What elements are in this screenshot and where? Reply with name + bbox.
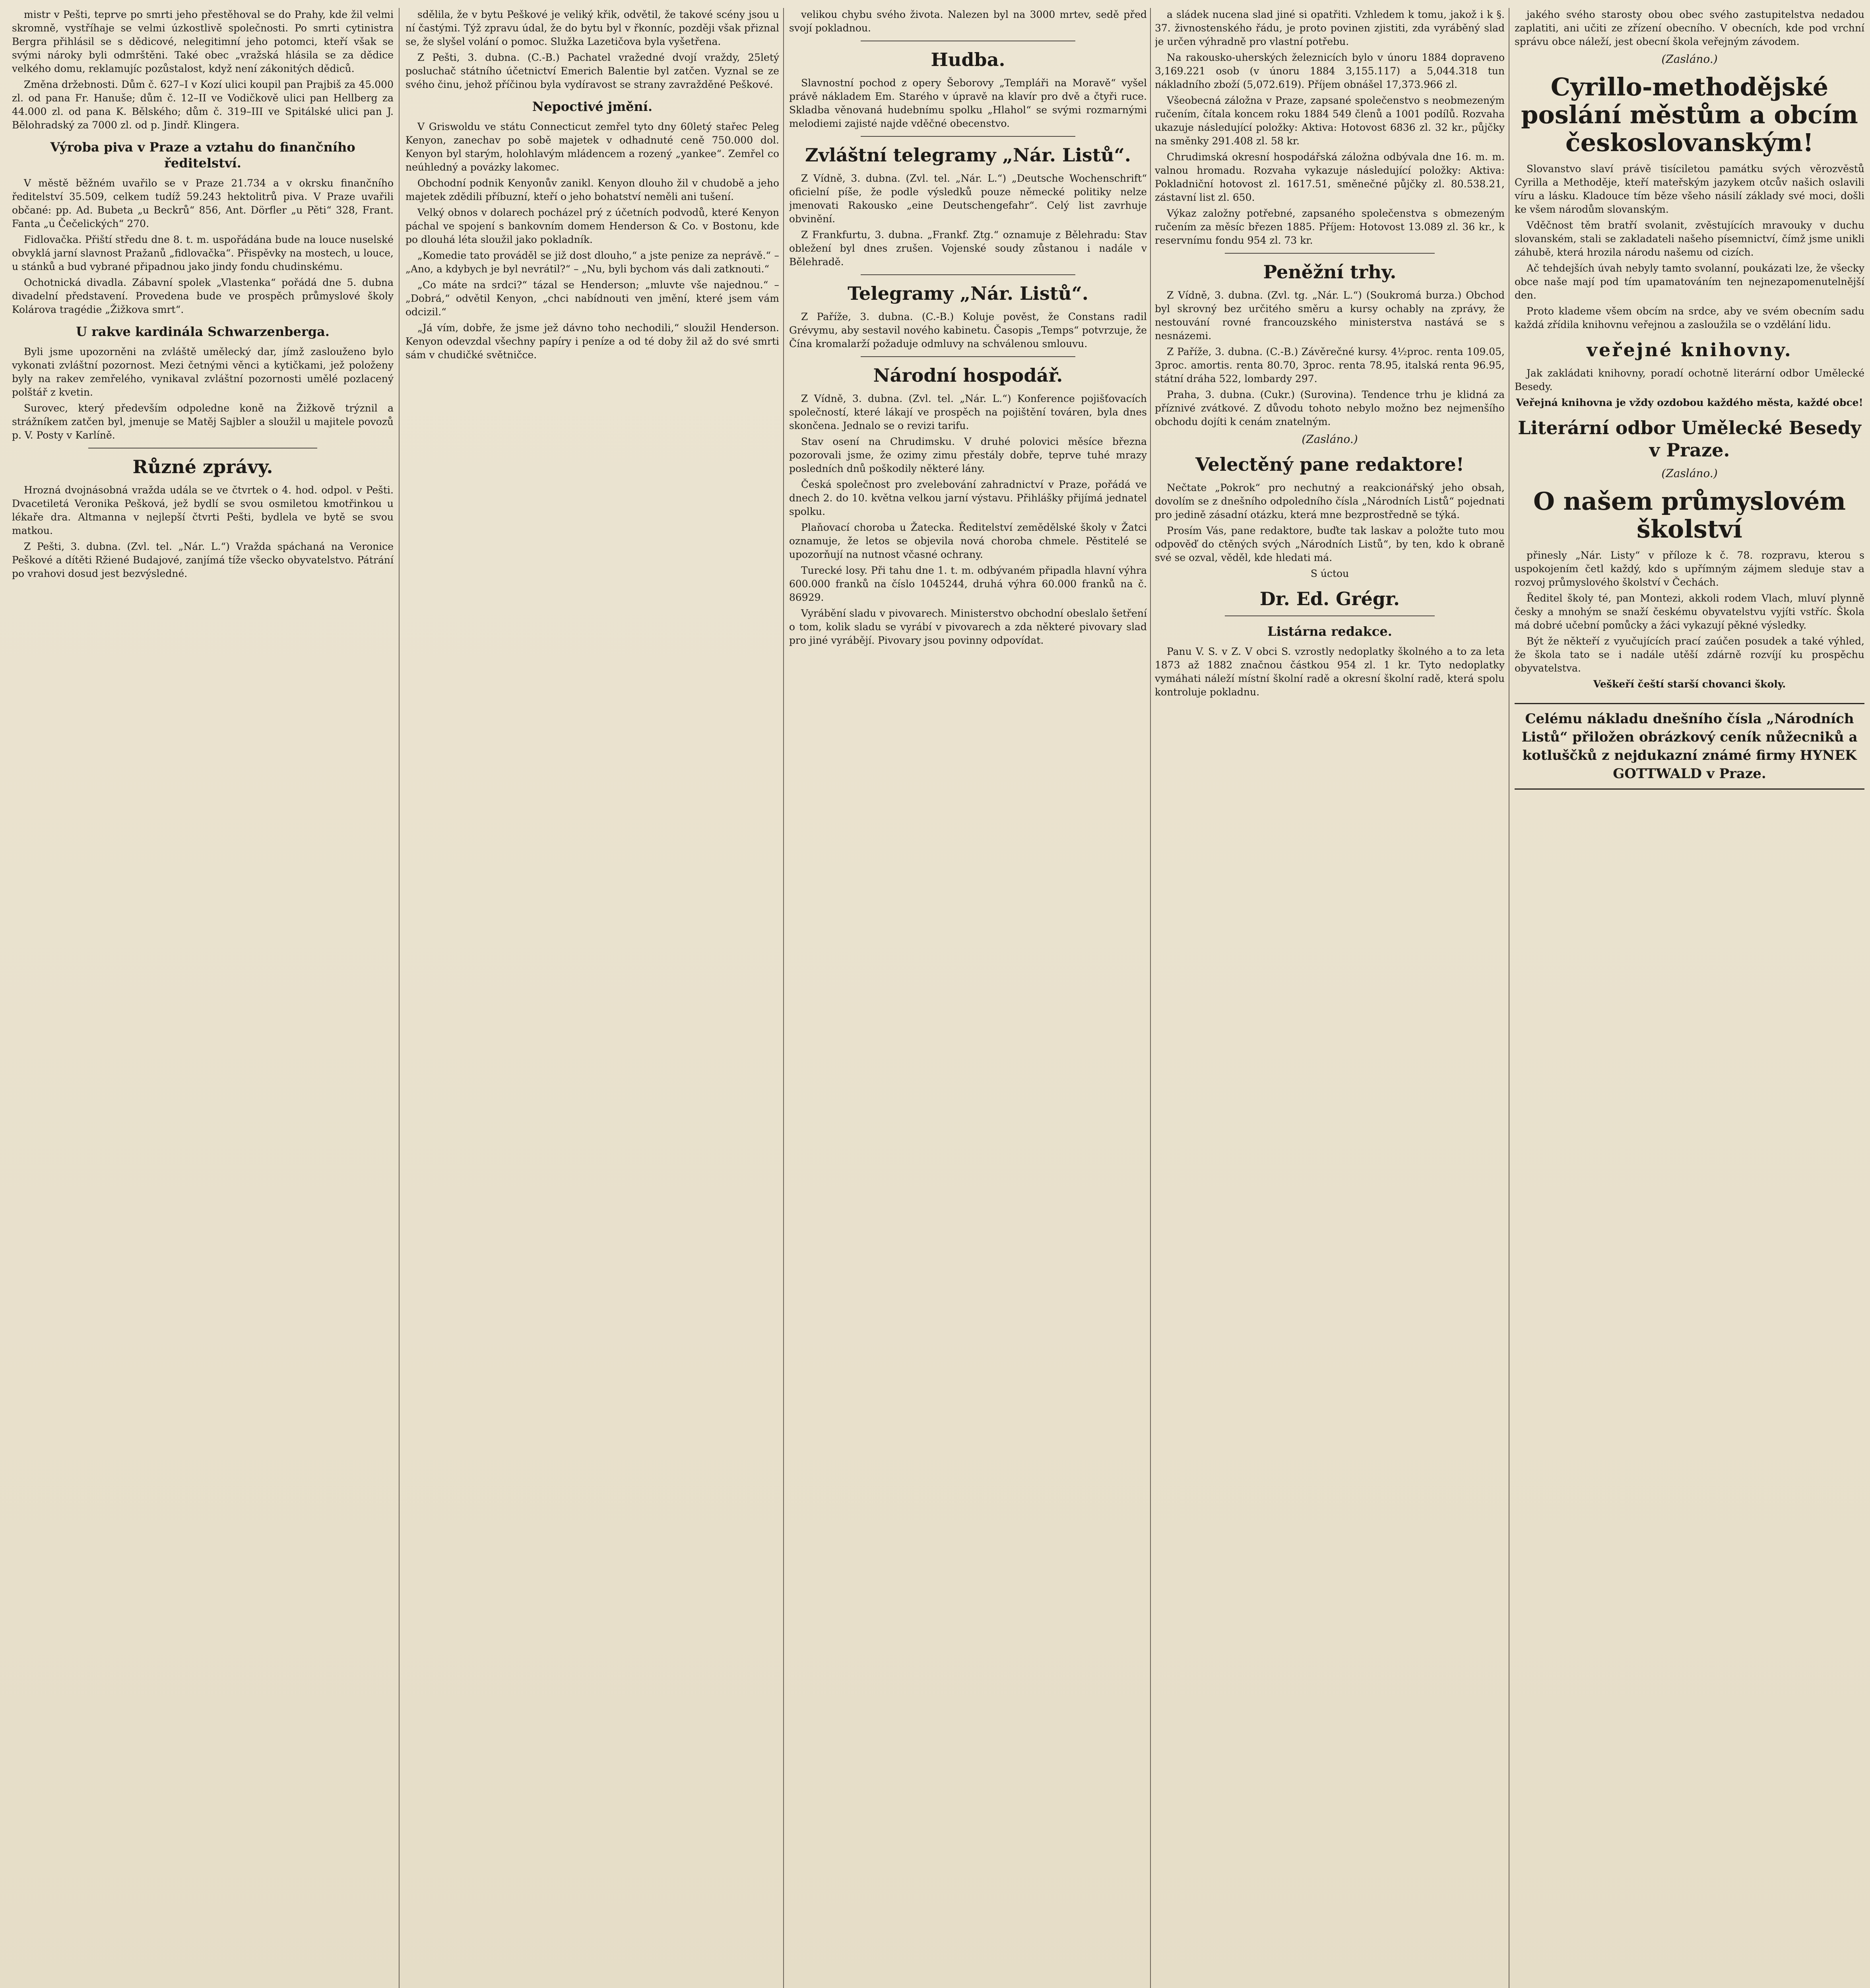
article-paragraph: jakého svého starosty obou obec svého zastupitelstva nedadou zaplatiti, ani učiti ze zřízení obecního. V obecních, kde pod vrchní správu obce náleží, jest obecní škola veřejným závodem. — [1515, 9, 1864, 47]
article-paragraph: Jak zakládati knihovny, poradí ochotně literární odbor Umělecké Besedy. — [1515, 367, 1864, 392]
column-4 — [1155, 8, 1505, 1988]
section-title: O našem průmyslovém školství — [1533, 487, 1846, 544]
separator — [1225, 615, 1435, 616]
article-paragraph: Prosím Vás, pane redaktore, buďte tak laskav a položte tuto mou odpověď do ctěných svých „Národních Listů“, by ten, kdo k obraně své se ozval, věděl, kde hledati má. — [1155, 525, 1505, 563]
article-paragraph: mistr v Pešti, teprve po smrti jeho přestěhoval se do Prahy, kde žil velmi skromně, vystříhaje se velmi úzkostlivě společnosti. Po smrti cytinistra Bergra přihlásil se s dědicové, nelegitimní jeho potomci, kteří však se svými nároky byli odmrštěni. Také obec „vražská hlásila se za dědice velkého domu, reklamujíc pozůstalost, když není zákonitých dědiců. — [12, 9, 394, 74]
article-paragraph: Ředitel školy té, pan Montezi, akkoli rodem Vlach, mluví plynně česky a mnohým se snaží českému obyvatelstvu vyjíti vstříc. Škola má dobré učební pomůcky a žáci vykazují pěkné výsledky. — [1515, 592, 1864, 631]
article-paragraph: přinesly „Nár. Listy“ v příloze k č. 78. rozpravu, kterou s uspokojením četl každý, kdo s upřímným zájmem sleduje stav a rozvoj průmyslového školství v Čechách. — [1515, 549, 1864, 588]
section-title: Literární odbor Umělecké Besedy v Praze. — [1518, 417, 1861, 461]
article-paragraph: Z Frankfurtu, 3. dubna. „Frankf. Ztg.“ oznamuje z Bělehradu: Stav obležení byl dnes zrušen. Vojenské soudy zůstanou i nadále v Bělehradě. — [789, 229, 1147, 268]
section-heading: Listárna redakce. — [1267, 624, 1392, 639]
advertisement-notice: Celému nákladu dnešního čísla „Národních Listů“ přiložen obrázkový ceník nůžecniků a kotluščků z nejdukazní známé firmy HYNEK GOTTWALD v Praze. — [1515, 703, 1864, 790]
article-paragraph: Všeobecná záložna v Praze, zapsané společenstvo s neobmezeným ručením, čítala koncem roku 1884 549 členů a 1001 podílů. Rozvaha ukazuje následující položky: Aktiva: Hotovost 6836 zl. 32 kr., půjčky na směnky 291.408 zl. 58 kr. — [1155, 95, 1505, 147]
signature: Dr. Ed. Grégr. — [1259, 588, 1400, 610]
signature: Veškeří čeští starší chovanci školy. — [1593, 678, 1786, 690]
article-paragraph: Byli jsme upozorněni na zvláště umělecký dar, jímž zaslouženo bylo vykonati zvláštní pozornost. Mezi četnými věnci a kytičkami, jež položeny byly na rakev zemřelého, vynikaval zvláštní pozornosti umělé pozlacený polštář z kvetin. — [12, 346, 394, 398]
article-paragraph: Slavnostní pochod z opery Šeborovy „Templáři na Moravě“ vyšel právě nákladem Em. Starého v úpravě na klavír pro dvě a čtyři ruce. Skladba věnovaná hudebnímu spolku „Hlahol“ se svými rozmarnými melodiemi zajisté najde vděčné obecenstvo. — [789, 77, 1147, 129]
article-paragraph: Proto klademe všem obcím na srdce, aby ve svém obecním sadu každá zřídila knihovnu veřejnou a zasloužila se o vzdělání lidu. — [1515, 305, 1864, 330]
article-paragraph: Z Pešti, 3. dubna. (Zvl. tel. „Nár. L.“) Vražda spáchaná na Veronice Peškové a dítěti Ržiené Budajové, zanjímá tíže všecko obyvatelstvo. Pátrání po vrahovi dosud jest bezvýsledné. — [12, 541, 394, 579]
separator — [861, 274, 1075, 275]
separator — [1225, 253, 1435, 254]
section-title: Telegramy „Nár. Listů“. — [848, 283, 1088, 304]
zaslano-label: (Zasláno.) — [1302, 433, 1358, 446]
article-paragraph: V městě běžném uvařilo se v Praze 21.734 a v okrsku finančního ředitelství 35.509, celkem tudíž 59.243 hektolitrů piva. V Praze uvařili občané: pp. Ad. Bubeta „u Beckrů“ 856, Ant. Dörfler „u Pěti“ 328, Frant. Fanta „u Čečelických“ 270. — [12, 177, 394, 229]
article-paragraph: Nečtate „Pokrok“ pro nechutný a reakcionářský jeho obsah, dovolím se z dnešního odpoledního čísla „Národních Listů“ pojednati pro jedině zásadní otázku, která mne bezprostředně se týká. — [1155, 482, 1505, 520]
article-paragraph: Změna držebnosti. Dům č. 627–I v Kozí ulici koupil pan Prajbiš za 45.000 zl. od pana Fr. Hanuše; dům č. 12–II ve Vodičkově ulici pan Hellberg za 44.000 zl. od pana K. Bělského; dům č. 319–III ve Spitálské ulici pan J. Bělohradský za 7000 zl. od p. Jindř. Klingera. — [12, 79, 394, 131]
article-paragraph: Vyrábění sladu v pivovarech. Ministerstvo obchodní obeslalo šetření o tom, kolik sladu se vyrábí v pivovarech a zda některé pivovary slad pro jiné vyrábějí. Pivovary jsou povinny odpovídat. — [789, 608, 1147, 646]
column-rule — [1150, 8, 1151, 1988]
article-paragraph: Fidlovačka. Přiští středu dne 8. t. m. uspořádána bude na louce nuselské obvyklá jarní slavnost Pražanů „fidlovačka“. Přispěvky na mostech, u louce, u stánků a bud vybrané připadnou jako jindy fondu chudinskému. — [12, 234, 394, 272]
article-paragraph: Z Paříže, 3. dubna. (C.-B.) Závěrečné kursy. 4½proc. renta 109.05, 3proc. amortis. renta 80.70, 3proc. renta 78.95, italská renta 96.95, státní dráha 522, lombardy 297. — [1155, 346, 1505, 384]
article-paragraph: a sládek nucena slad jiné si opatřiti. Vzhledem k tomu, jakož i k §. 37. živnostenského řádu, je proto povinen zjistiti, zda vyráběný slad je určen výhradně pro vlastní potřebu. — [1155, 9, 1505, 47]
article-paragraph: Chrudimská okresní hospodářská záložna odbývala dne 16. m. m. valnou hromadu. Rozvaha vykazuje následující položky: Aktiva: Pokladniční hotovost zl. 1617.51, směnečné půjčky zl. 80.538.21, zástavní list zl. 650. — [1155, 151, 1505, 203]
article-paragraph: „Já vím, dobře, že jsme jež dávno toho nechodili,“ sloužil Henderson. Kenyon odevzdal všechny papíry i peníze a od té doby žil až do své smrti sám v chudičké světničce. — [405, 322, 779, 361]
column-rule — [783, 8, 784, 1988]
section-title: Velectěný pane redaktore! — [1195, 454, 1464, 475]
article-paragraph: sdělila, že v bytu Peškové je veliký křik, odvětil, že takové scény jsou u ní častými. Týž zpravu údal, že do bytu byl v řkonníc, později však přiznal se, že slyšel volání o pomoc. Služka Lazetičova byla vyšetřena. — [405, 9, 779, 47]
article-paragraph: Plaňovací choroba u Žatecka. Ředitelství zemědělské školy v Žatci oznamuje, že letos se objevila nová choroba chmele. Pěstitelé se upozorňují na nutnost včasné ochrany. — [789, 522, 1147, 560]
separator — [861, 136, 1075, 137]
article-paragraph: Být že někteří z vyučujících prací zaúčen posudek a také výhled, že škola tato se i nadále utěší zdárně rozvíjí ku prospěchu obyvatelstva. — [1515, 635, 1864, 674]
article-paragraph: „Co máte na srdci?“ tázal se Henderson; „mluvte vše najednou.“ – „Dobrá,“ odvětil Kenyon, „chci nabídnouti ven jmění, které jsem vám odcizil.“ — [405, 279, 779, 318]
article-paragraph: Na rakousko-uherských železnicích bylo v únoru 1884 dopraveno 3,169.221 osob (v únoru 1884 3,155.117) a 5,044.318 tun nákladního zboží (5,072.619). Příjem obnášel 17,373.966 zl. — [1155, 52, 1505, 90]
article-paragraph: Z Vídně, 3. dubna. (Zvl. tel. „Nár. L.“) Konference pojišťovacích společností, které lákají ve prospěch na pojištění továren, byla dnes skončena. Jednalo se o revizi tarifu. — [789, 393, 1147, 431]
zaslano-label: (Zasláno.) — [1661, 52, 1718, 66]
section-title: Národní hospodář. — [873, 365, 1063, 386]
article-paragraph: „Komedie tato prováděl se již dost dlouho,“ a jste penize za neprávě.“ – „Ano, a kdybych je byl nevrátil?“ – „Nu, byli bychom vás dali zatknouti.“ — [405, 250, 779, 275]
zaslano-label: (Zasláno.) — [1661, 467, 1718, 480]
article-paragraph: Surovec, který především odpoledne koně na Žižkově trýznil a strážníkem zatčen byl, jmenuje se Matěj Sajbler a sloužil u majitele povozů p. V. Posty v Karlíně. — [12, 402, 394, 441]
article-paragraph: Panu V. S. v Z. V obci S. vzrostly nedoplatky školného a to za leta 1873 až 1882 značnou částkou 954 zl. 1 kr. Tyto nedoplatky vymáhati náleží místní školní radě a okresní školní radě, která spolu kontroluje pokladnu. — [1155, 646, 1505, 698]
article-paragraph: Stav osení na Chrudimsku. V druhé polovici měsíce března pozorovali jsme, že ozimy zimu přestály dobře, teprve tuhé mrazy posledních dnů poškodily některé lány. — [789, 436, 1147, 474]
article-paragraph: Výkaz založny potřebné, zapsaného společenstva s obmezeným ručením za měsíc březen 1885. Příjem: Hotovost 13.089 zl. 36 kr., k reservnímu fondu 954 zl. 73 kr. — [1155, 208, 1505, 246]
article-paragraph: Vděčnost těm bratří svolanit, zvěstujících mravouky v duchu slovanském, stali se zakladateli našeho písemnictví, čímž jsme unikli záhubě, která hrozila národu našemu od cizích. — [1515, 219, 1864, 258]
column-rule — [399, 8, 400, 1988]
article-paragraph: Velký obnos v dolarech pocházel prý z účetních podvodů, které Kenyon páchal ve spojení s bankovním domem Henderson & Co. v Bostonu, kde po dlouhá léta sloužil jako pokladník. — [405, 207, 779, 245]
section-title: Zvláštní telegramy „Nár. Listů“. — [805, 144, 1131, 166]
separator — [861, 356, 1075, 357]
column-2 — [405, 8, 779, 1988]
signature-prefix: S úctou — [1310, 568, 1349, 579]
article-paragraph: Z Vídně, 3. dubna. (Zvl. tg. „Nár. L.“) (Soukromá burza.) Obchod byl skrovný bez určitého směru a kursy ochably na zprávy, že nestouvání rovné francouzského ministerstva nastává se s nesnázemi. — [1155, 289, 1505, 342]
article-paragraph: Turecké losy. Při tahu dne 1. t. m. odbývaném připadla hlavní výhra 600.000 franků na číslo 1045244, druhá výhra 60.000 franků na č. 86929. — [789, 565, 1147, 603]
section-title: Peněžní trhy. — [1263, 261, 1397, 283]
article-paragraph: Z Vídně, 3. dubna. (Zvl. tel. „Nár. L.“) „Deutsche Wochenschrift“ oficielní píše, že podle výsledků pouze německé politiky nelze jmenovati Rakousko „eine Deutschengefahr“. Celý list zavrhuje obvinění. — [789, 173, 1147, 225]
article-paragraph: Veřejná knihovna je vždy ozdobou každého města, každé obce! — [1516, 397, 1863, 408]
section-title: Různé zprávy. — [132, 456, 273, 478]
article-paragraph: Ochotnická divadla. Zábavní spolek „Vlastenka“ pořádá dne 5. dubna divadelní představení. Provedena bude ve prospěch průmyslové školy Kolárova tragédie „Žižkova smrt“. — [12, 277, 394, 315]
column-5 — [1515, 8, 1864, 1988]
article-paragraph: Obchodní podnik Kenyonův zanikl. Kenyon dlouho žil v chudobě a jeho majetek zdědili příbuzní, kteří o jeho bohatství neměli ani tušení. — [405, 177, 779, 202]
column-3 — [789, 8, 1147, 1988]
column-1 — [12, 8, 394, 1988]
section-title: Hudba. — [931, 49, 1005, 70]
article-paragraph: V Griswoldu ve státu Connecticut zemřel tyto dny 60letý stařec Peleg Kenyon, zanechav po sobě majetek v odhadnuté ceně 750.000 dol. Kenyon byl starým, holohlavým mládencem a rozený „yankee“. Zemřel co neúhledný a povázky lakomec. — [405, 121, 779, 173]
section-heading: Výroba piva v Praze a vztahu do finančního ředitelství. — [50, 140, 355, 171]
article-paragraph: Z Pešti, 3. dubna. (C.-B.) Pachatel vražedné dvojí vraždy, 25letý posluchač státního účetnictví Emerich Balentie byl zatčen. Vyznal se ze svého činu, jehož příčinou byla vydíravost se strany zavražděné Peškové. — [405, 52, 779, 90]
article-paragraph: Z Paříže, 3. dubna. (C.-B.) Koluje pověst, že Constans radil Grévymu, aby sestavil nového kabinetu. Časopis „Temps“ potvrzuje, že Čína kromalarží požaduje odmluvy na schválenou smlouvu. — [789, 311, 1147, 349]
section-title: Cyrillo-methodějské poslání městům a obcím českoslovanským! — [1521, 72, 1858, 157]
section-heading: U rakve kardinála Schwarzenberga. — [76, 324, 330, 339]
article-paragraph: Praha, 3. dubna. (Cukr.) (Surovina). Tendence trhu je klidná za příznivé zvátkové. Z důvodu tohoto nebylo možno bez nejmenšího obchodu dojíti k cenám znatelným. — [1155, 389, 1505, 427]
article-paragraph: Česká společnost pro zvelebování zahradnictví v Praze, pořádá ve dnech 2. do 10. května velkou jarní výstavu. Přihlášky přijímá jednatel spolku. — [789, 479, 1147, 517]
article-paragraph: Ač tehdejších úvah nebyly tamto svolanní, poukázati lze, že všecky obce naše mají pod tím upamatováním ten nejnezapomenutelnější den. — [1515, 262, 1864, 301]
section-heading: veřejné knihovny. — [1587, 339, 1792, 361]
article-paragraph: Slovanstvo slaví právě tisíciletou památku svých věrozvěstů Cyrilla a Methoděje, kteří mateřským jazykem otcův našich oslavili víru a lásku. Kladouce tím běze všeho násilí základy své moci, došli ke všem národům slovanským. — [1515, 163, 1864, 215]
section-heading: Nepoctivé jmění. — [532, 99, 653, 114]
article-paragraph: velikou chybu svého života. Nalezen byl na 3000 mrtev, sedě před svojí pokladnou. — [789, 9, 1147, 34]
article-paragraph: Hrozná dvojnásobná vražda udála se ve čtvrtek o 4. hod. odpol. v Pešti. Dvacetiletá Veronika Pešková, jež bydlí se svou osmiletou kmotřinkou u lékaře dra. Altmanna v nejlepší čtvrti Pešti, bydlela ve bytě se svou matkou. — [12, 484, 394, 536]
